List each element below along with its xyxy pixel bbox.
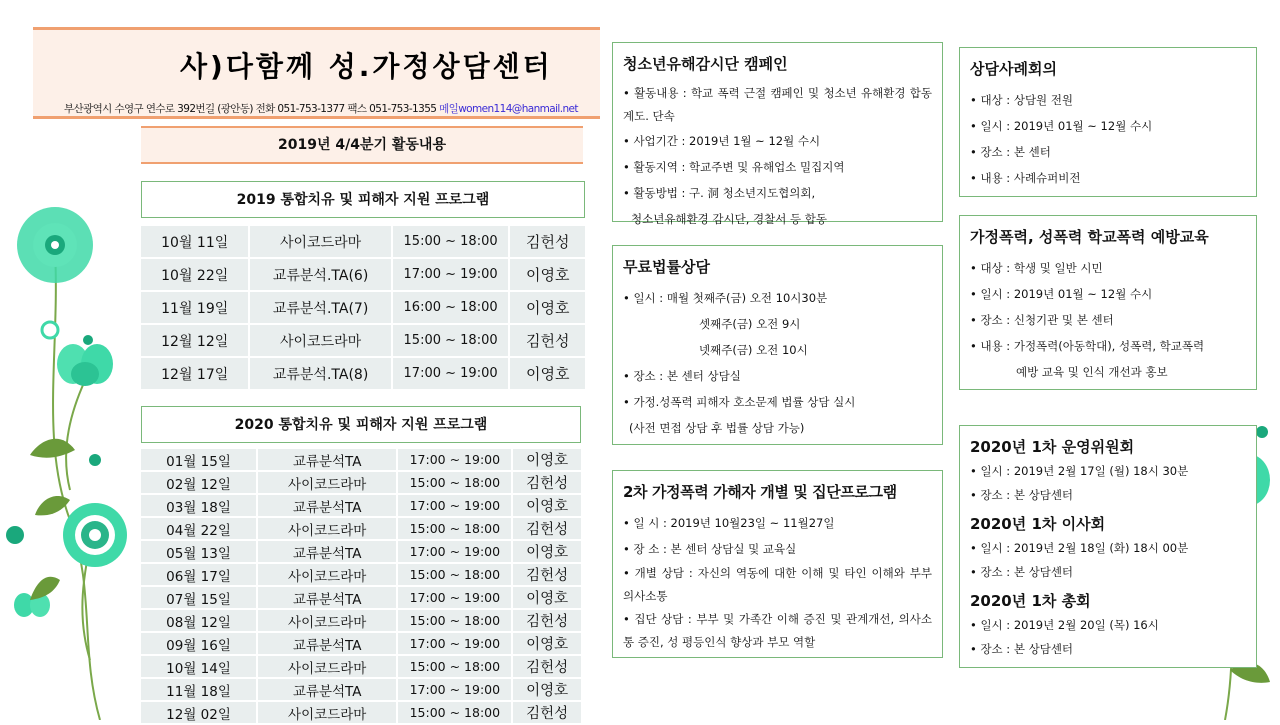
date-cell: 12월 12일 xyxy=(141,325,248,356)
prevention-line: • 내용 : 가정폭력(아동학대), 성폭력, 학교폭력 xyxy=(970,339,1205,353)
name-cell: 이영호 xyxy=(510,292,585,323)
name-cell: 김헌성 xyxy=(513,518,581,539)
schedule-row xyxy=(141,610,581,631)
time-cell: 17:00 ~ 19:00 xyxy=(393,259,509,290)
name-cell: 이영호 xyxy=(510,358,585,389)
time-cell: 15:00 ~ 18:00 xyxy=(398,472,511,493)
time-cell: 15:00 ~ 18:00 xyxy=(398,610,511,631)
time-cell: 16:00 ~ 18:00 xyxy=(393,292,509,323)
campaign-box xyxy=(612,42,943,226)
case-title: 상담사례회의 xyxy=(970,60,1057,78)
name-cell: 이영호 xyxy=(513,587,581,608)
offender-line: • 집단 상담 : 부부 및 가족간 이해 증진 및 관계개선, 의사소통 증진, 성 평등인식 향상과 부모 역할 xyxy=(623,612,932,649)
date-cell: 07월 15일 xyxy=(141,587,256,608)
legal-title: 무료법률상담 xyxy=(623,258,710,276)
program-cell: 교류분석TA xyxy=(258,495,396,516)
program-2020-table xyxy=(139,447,583,725)
case-line: • 일시 : 2019년 01월 ~ 12월 수시 xyxy=(970,119,1153,133)
schedule-row xyxy=(141,325,585,356)
schedule-row xyxy=(141,358,585,389)
legal-line: 셋째주(금) 오전 9시 xyxy=(699,317,801,331)
schedule-row xyxy=(141,495,581,516)
offender-title: 2차 가정폭력 가해자 개별 및 집단프로그램 xyxy=(623,483,897,501)
offender-program-box xyxy=(612,470,943,658)
time-cell: 17:00 ~ 19:00 xyxy=(398,449,511,470)
date-cell: 10월 14일 xyxy=(141,656,256,677)
date-cell: 04월 22일 xyxy=(141,518,256,539)
program-cell: 교류분석TA xyxy=(258,633,396,654)
time-cell: 15:00 ~ 18:00 xyxy=(398,518,511,539)
date-cell: 11월 18일 xyxy=(141,679,256,700)
program-cell: 교류분석TA xyxy=(258,449,396,470)
program-cell: 사이코드라마 xyxy=(258,518,396,539)
campaign-title: 청소년유해감시단 캠페인 xyxy=(623,55,788,73)
date-cell: 10월 11일 xyxy=(141,226,248,257)
time-cell: 15:00 ~ 18:00 xyxy=(398,702,511,723)
time-cell: 15:00 ~ 18:00 xyxy=(393,325,509,356)
schedule-row xyxy=(141,656,581,677)
flower-decoration-left xyxy=(0,190,135,720)
board-line: • 장소 : 본 상담센터 xyxy=(970,565,1074,579)
legal-line: (사전 면접 상담 후 법률 상담 가능) xyxy=(629,421,805,435)
name-cell: 이영호 xyxy=(513,541,581,562)
name-cell: 김헌성 xyxy=(513,472,581,493)
program-cell: 교류분석.TA(7) xyxy=(250,292,390,323)
prevention-line: • 장소 : 신청기관 및 본 센터 xyxy=(970,313,1114,327)
program-cell: 교류분석TA xyxy=(258,541,396,562)
schedule-row xyxy=(141,679,581,700)
name-cell: 김헌성 xyxy=(513,610,581,631)
program-cell: 교류분석.TA(8) xyxy=(250,358,390,389)
legal-consult-box xyxy=(612,245,943,445)
program-2019-table xyxy=(139,224,587,391)
committee-title: 2020년 1차 운영위원회 xyxy=(970,438,1135,456)
legal-line: • 장소 : 본 센터 상담실 xyxy=(623,369,741,383)
campaign-line: • 활동방법 : 구. 洞 청소년지도협의회, xyxy=(623,186,816,200)
time-cell: 15:00 ~ 18:00 xyxy=(393,226,509,257)
time-cell: 17:00 ~ 19:00 xyxy=(398,633,511,654)
schedule-row xyxy=(141,541,581,562)
name-cell: 이영호 xyxy=(513,679,581,700)
case-line: • 대상 : 상담원 전원 xyxy=(970,93,1074,107)
name-cell: 이영호 xyxy=(510,259,585,290)
name-cell: 이영호 xyxy=(513,495,581,516)
name-cell: 김헌성 xyxy=(513,656,581,677)
email-link[interactable]: 메일women114@hanmail.net xyxy=(439,103,578,115)
schedule-row xyxy=(141,226,585,257)
schedule-row xyxy=(141,292,585,323)
time-cell: 17:00 ~ 19:00 xyxy=(398,541,511,562)
general-title: 2020년 1차 총회 xyxy=(970,592,1091,610)
prevention-education-box xyxy=(959,215,1257,390)
program-cell: 사이코드라마 xyxy=(250,226,390,257)
name-cell: 김헌성 xyxy=(510,226,585,257)
campaign-line: • 사업기간 : 2019년 1월 ~ 12월 수시 xyxy=(623,134,821,148)
program-2020-title: 2020 통합치유 및 피해자 지원 프로그램 xyxy=(141,406,581,443)
schedule-row xyxy=(141,518,581,539)
program-cell: 교류분석.TA(6) xyxy=(250,259,390,290)
campaign-line: 청소년유해환경 감시단, 경찰서 등 합동 xyxy=(631,212,828,226)
program-cell: 교류분석TA xyxy=(258,587,396,608)
name-cell: 이영호 xyxy=(513,633,581,654)
offender-line: • 일 시 : 2019년 10월23일 ~ 11월27일 xyxy=(623,516,835,530)
board-title: 2020년 1차 이사회 xyxy=(970,515,1106,533)
case-meeting-box xyxy=(959,47,1257,197)
time-cell: 17:00 ~ 19:00 xyxy=(398,587,511,608)
schedule-row xyxy=(141,259,585,290)
date-cell: 11월 19일 xyxy=(141,292,248,323)
date-cell: 01월 15일 xyxy=(141,449,256,470)
prevention-line: • 일시 : 2019년 01월 ~ 12월 수시 xyxy=(970,287,1153,301)
case-line: • 장소 : 본 센터 xyxy=(970,145,1051,159)
prevention-line: 예방 교육 및 인식 개선과 홍보 xyxy=(1016,365,1168,379)
date-cell: 03월 18일 xyxy=(141,495,256,516)
board-line: • 일시 : 2019년 2월 18일 (화) 18시 00분 xyxy=(970,541,1189,555)
program-cell: 교류분석TA xyxy=(258,679,396,700)
committee-line: • 장소 : 본 상담센터 xyxy=(970,488,1074,502)
program-2019-title: 2019 통합치유 및 피해자 지원 프로그램 xyxy=(141,181,585,218)
time-cell: 17:00 ~ 19:00 xyxy=(393,358,509,389)
name-cell: 김헌성 xyxy=(510,325,585,356)
legal-line: 넷째주(금) 오전 10시 xyxy=(699,343,808,357)
legal-line: • 일시 : 매월 첫째주(금) 오전 10시30분 xyxy=(623,291,828,305)
date-cell: 02월 12일 xyxy=(141,472,256,493)
schedule-row xyxy=(141,449,581,470)
time-cell: 15:00 ~ 18:00 xyxy=(398,564,511,585)
date-cell: 05월 13일 xyxy=(141,541,256,562)
quarter-subtitle: 2019년 4/4분기 활동내용 xyxy=(141,126,583,164)
date-cell: 06월 17일 xyxy=(141,564,256,585)
schedule-row xyxy=(141,587,581,608)
offender-line: • 개별 상담 : 자신의 역동에 대한 이해 및 타인 이해와 부부 의사소통 xyxy=(623,566,932,603)
name-cell: 김헌성 xyxy=(513,564,581,585)
time-cell: 17:00 ~ 19:00 xyxy=(398,495,511,516)
prevention-line: • 대상 : 학생 및 일반 시민 xyxy=(970,261,1103,275)
meetings-box xyxy=(959,425,1257,668)
campaign-line: • 활동지역 : 학교주변 및 유해업소 밀집지역 xyxy=(623,160,845,174)
general-line: • 일시 : 2019년 2월 20일 (목) 16시 xyxy=(970,618,1159,632)
page-title: 사)다함께 성.가정상담센터 xyxy=(180,50,553,83)
program-cell: 사이코드라마 xyxy=(250,325,390,356)
date-cell: 08월 12일 xyxy=(141,610,256,631)
contact-info xyxy=(64,101,578,116)
address-text: 부산광역시 수영구 연수로 392번길 (광안동) 전화 051-753-1377 팩스 051-753-1355 xyxy=(64,103,437,115)
program-cell: 사이코드라마 xyxy=(258,656,396,677)
schedule-row xyxy=(141,564,581,585)
schedule-row xyxy=(141,633,581,654)
committee-line: • 일시 : 2019년 2월 17일 (월) 18시 30분 xyxy=(970,464,1189,478)
program-cell: 사이코드라마 xyxy=(258,702,396,723)
legal-line: • 가정.성폭력 피해자 호소문제 법률 상담 실시 xyxy=(623,395,856,409)
general-line: • 장소 : 본 상담센터 xyxy=(970,642,1074,656)
case-line: • 내용 : 사례슈퍼비전 xyxy=(970,171,1081,185)
offender-line: • 장 소 : 본 센터 상담실 및 교육실 xyxy=(623,542,797,556)
program-cell: 사이코드라마 xyxy=(258,610,396,631)
program-cell: 사이코드라마 xyxy=(258,472,396,493)
date-cell: 12월 17일 xyxy=(141,358,248,389)
name-cell: 김헌성 xyxy=(513,702,581,723)
date-cell: 10월 22일 xyxy=(141,259,248,290)
time-cell: 15:00 ~ 18:00 xyxy=(398,656,511,677)
prevention-title: 가정폭력, 성폭력 학교폭력 예방교육 xyxy=(970,228,1209,246)
campaign-line: • 활동내용 : 학교 폭력 근절 캠페인 및 청소년 유해환경 합동 계도. 단속 xyxy=(623,86,932,123)
name-cell: 이영호 xyxy=(513,449,581,470)
program-cell: 사이코드라마 xyxy=(258,564,396,585)
schedule-row xyxy=(141,472,581,493)
time-cell: 17:00 ~ 19:00 xyxy=(398,679,511,700)
date-cell: 12월 02일 xyxy=(141,702,256,723)
date-cell: 09월 16일 xyxy=(141,633,256,654)
